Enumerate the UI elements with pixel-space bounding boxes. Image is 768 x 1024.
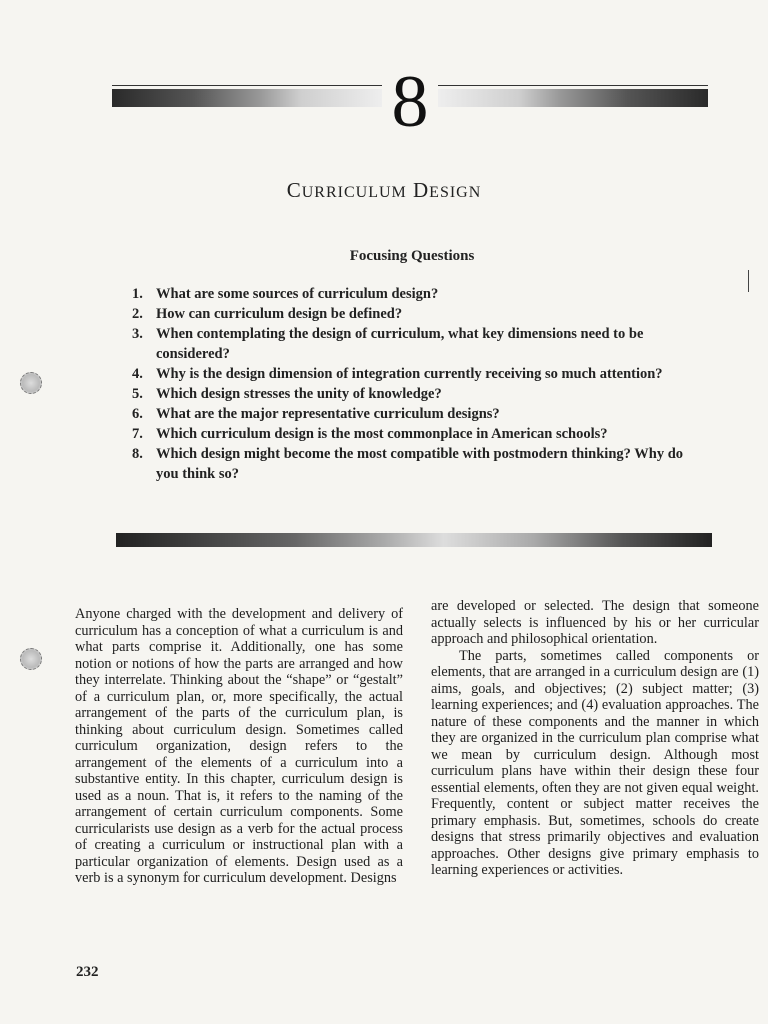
question-text: How can curriculum design be defined? [156,306,403,322]
chapter-rule-right [438,89,708,107]
question-item [132,384,692,404]
question-item [132,304,692,324]
question-text: When contemplating the design of curriculum, what key dimensions need to be considered? [156,326,644,362]
body-column-right [431,598,759,879]
question-number: 8. [132,446,143,462]
margin-mark [748,270,749,292]
question-item [132,284,692,304]
body-paragraph: are developed or selected. The design that someone actually selects is influenced by his or her curricular approach and philosophical orientation. [431,598,759,647]
chapter-rule-left [112,89,382,107]
question-number: 6. [132,406,143,422]
question-number: 7. [132,426,143,442]
question-text: What are some sources of curriculum design? [156,286,439,302]
question-item [132,404,692,424]
question-number: 2. [132,306,143,322]
question-number: 4. [132,366,143,382]
punch-hole-mark [20,648,42,670]
question-number: 1. [132,286,143,302]
question-item [132,444,692,484]
focusing-questions-heading: Focusing Questions [349,248,475,264]
page-number: 232 [76,964,99,980]
question-text: Why is the design dimension of integration currently receiving so much attention? [156,366,663,382]
chapter-number: 8 [391,61,429,143]
chapter-title [0,178,768,203]
chapter-title-cap: D [413,178,430,202]
question-number: 5. [132,386,143,402]
section-divider-rule [116,533,712,547]
question-item [132,364,692,384]
body-paragraph: Anyone charged with the development and delivery of curriculum has a conception of what a curriculum is and what parts comprise it. Additionally, one has some notion or notions of how the parts are arranged and how they interrelate. Thinking about the “shape” or “gestalt” of a curriculum plan, or, more specifically, the actual arrangement of the parts of the curriculum plan, is thinking about curriculum design. Sometimes called curriculum organization, design refers to the arrangement of the elements of a curriculum into a substantive entity. In this chapter, curriculum design is used as a noun. That is, it refers to the naming of the arrangement of certain curriculum components. Some curricularists use design as a verb for the actual process of creating a curriculum or instructional plan with a particular organization of elements. Design used as a verb is a synonym for curriculum development. Designs [75,606,403,886]
focusing-questions-list [132,284,692,484]
body-column-left [75,606,403,887]
question-item [132,424,692,444]
chapter-title-smallcaps: URRICULUM [301,184,407,201]
question-text: What are the major representative curriculum designs? [156,406,500,422]
question-text: Which design stresses the unity of knowledge? [156,386,442,402]
question-number: 3. [132,326,143,342]
chapter-title-smallcaps: ESIGN [429,184,482,201]
body-paragraph: The parts, sometimes called components or elements, that are arranged in a curriculum design are (1) aims, goals, and objectives; (2) subject matter; (3) learning experiences; and (4) evaluation approaches. The nature of these components and the manner in which they are organized in the curriculum plan comprise what we mean by curriculum design. Although most curriculum plans have within their design these four essential elements, often they are not given equal weight. Frequently, content or subject matter receives the primary emphasis. But, sometimes, schools do create designs that stress primarily objectives and evaluation approaches. Other designs give primary emphasis to learning experiences or activities. [431,647,759,878]
question-text: Which design might become the most compatible with postmodern thinking? Why do you think so? [156,446,684,482]
chapter-title-cap: C [286,178,302,202]
question-item [132,324,692,364]
question-text: Which curriculum design is the most commonplace in American schools? [156,426,608,442]
punch-hole-mark [20,372,42,394]
